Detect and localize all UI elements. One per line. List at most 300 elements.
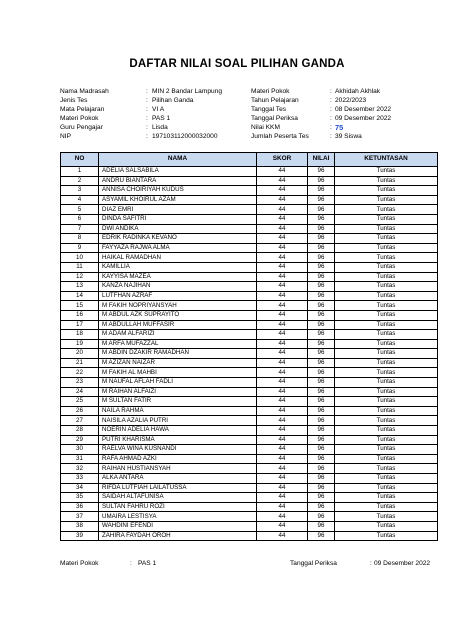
cell-no: 14 xyxy=(61,291,99,301)
table-row xyxy=(61,310,438,320)
cell-nilai: 96 xyxy=(308,320,335,330)
cell-skor: 44 xyxy=(257,253,308,263)
cell-nama: SULTAN FAHRU ROZI xyxy=(99,502,257,512)
cell-skor: 44 xyxy=(257,176,308,186)
info-label: Materi Pokok xyxy=(60,115,99,123)
cell-nilai: 96 xyxy=(308,464,335,474)
info-value: 39 Siswa xyxy=(335,133,362,141)
table-row xyxy=(61,435,438,445)
footer-colon: : xyxy=(130,560,132,567)
cell-no: 32 xyxy=(61,464,99,474)
cell-ketuntasan: Tuntas xyxy=(335,406,438,416)
cell-ketuntasan: Tuntas xyxy=(335,493,438,503)
cell-ketuntasan: Tuntas xyxy=(335,378,438,388)
cell-ketuntasan: Tuntas xyxy=(335,358,438,368)
cell-skor: 44 xyxy=(257,320,308,330)
info-right xyxy=(251,87,391,142)
cell-nilai: 96 xyxy=(308,493,335,503)
cell-skor: 44 xyxy=(257,483,308,493)
info-label: Tanggal Tes xyxy=(251,106,287,114)
table-row xyxy=(61,397,438,407)
cell-nama: M FAKIH NOPRIYANSYAH xyxy=(99,301,257,311)
cell-no: 34 xyxy=(61,483,99,493)
table-body xyxy=(61,167,438,541)
cell-no: 31 xyxy=(61,454,99,464)
cell-nama: LUTFHAN AZRAF xyxy=(99,291,257,301)
table-row xyxy=(61,378,438,388)
cell-skor: 44 xyxy=(257,195,308,205)
info-label: Jenis Tes xyxy=(60,97,88,105)
info-colon: : xyxy=(330,115,332,123)
cell-nilai: 96 xyxy=(308,282,335,292)
cell-ketuntasan: Tuntas xyxy=(335,387,438,397)
info-value: 197103112000032000 xyxy=(152,133,218,141)
info-row-tahun-pelajaran xyxy=(251,96,391,105)
cell-nilai: 96 xyxy=(308,234,335,244)
cell-skor: 44 xyxy=(257,426,308,436)
cell-skor: 44 xyxy=(257,272,308,282)
info-colon: : xyxy=(330,97,332,105)
header-ketuntasan: KETUNTASAN xyxy=(335,153,438,167)
cell-no: 28 xyxy=(61,426,99,436)
cell-nama: M ABDULLAH MUFFASIR xyxy=(99,320,257,330)
cell-ketuntasan: Tuntas xyxy=(335,474,438,484)
header-no: NO xyxy=(61,153,99,167)
cell-skor: 44 xyxy=(257,521,308,531)
info-label: Nilai KKM xyxy=(251,124,280,132)
cell-nilai: 96 xyxy=(308,349,335,359)
cell-no: 7 xyxy=(61,224,99,234)
cell-nama: ADELIA SALSABILA xyxy=(99,167,257,177)
cell-ketuntasan: Tuntas xyxy=(335,512,438,522)
table-row xyxy=(61,176,438,186)
table-row xyxy=(61,243,438,253)
info-colon: : xyxy=(146,124,148,132)
table-row xyxy=(61,416,438,426)
cell-ketuntasan: Tuntas xyxy=(335,282,438,292)
cell-ketuntasan: Tuntas xyxy=(335,454,438,464)
cell-skor: 44 xyxy=(257,301,308,311)
cell-nama: NAILA RAHMA xyxy=(99,406,257,416)
cell-no: 11 xyxy=(61,262,99,272)
cell-skor: 44 xyxy=(257,464,308,474)
cell-ketuntasan: Tuntas xyxy=(335,214,438,224)
cell-nilai: 96 xyxy=(308,426,335,436)
cell-nilai: 96 xyxy=(308,205,335,215)
cell-skor: 44 xyxy=(257,531,308,541)
table-row xyxy=(61,320,438,330)
cell-nilai: 96 xyxy=(308,521,335,531)
info-label: Materi Pokok xyxy=(251,88,290,95)
table-row xyxy=(61,387,438,397)
table-row xyxy=(61,493,438,503)
cell-ketuntasan: Tuntas xyxy=(335,291,438,301)
cell-nama: KANZA NAJIHAN xyxy=(99,282,257,292)
cell-skor: 44 xyxy=(257,205,308,215)
info-row-nip xyxy=(60,132,222,141)
cell-nilai: 96 xyxy=(308,454,335,464)
cell-ketuntasan: Tuntas xyxy=(335,426,438,436)
table-row xyxy=(61,454,438,464)
cell-no: 20 xyxy=(61,349,99,359)
cell-no: 1 xyxy=(61,167,99,177)
table-row xyxy=(61,224,438,234)
cell-skor: 44 xyxy=(257,186,308,196)
footer-colon: : xyxy=(370,560,372,567)
table-row xyxy=(61,253,438,263)
cell-nama: SAIDAH ALTAFUNISA xyxy=(99,493,257,503)
cell-nama: ASYAMIL KHOIRUL AZAM xyxy=(99,195,257,205)
cell-nilai: 96 xyxy=(308,531,335,541)
cell-skor: 44 xyxy=(257,349,308,359)
cell-skor: 44 xyxy=(257,435,308,445)
cell-nama: KAYYISA MAZEA xyxy=(99,272,257,282)
table-row xyxy=(61,205,438,215)
cell-skor: 44 xyxy=(257,378,308,388)
cell-nilai: 96 xyxy=(308,195,335,205)
cell-skor: 44 xyxy=(257,406,308,416)
cell-ketuntasan: Tuntas xyxy=(335,262,438,272)
cell-skor: 44 xyxy=(257,339,308,349)
cell-skor: 44 xyxy=(257,224,308,234)
cell-nilai: 96 xyxy=(308,358,335,368)
cell-nilai: 96 xyxy=(308,330,335,340)
cell-ketuntasan: Tuntas xyxy=(335,253,438,263)
table-row xyxy=(61,521,438,531)
cell-skor: 44 xyxy=(257,445,308,455)
cell-ketuntasan: Tuntas xyxy=(335,234,438,244)
info-row-materi-pokok xyxy=(251,87,391,96)
cell-nama: ANNISA CHOIRIYAH KUDUS xyxy=(99,186,257,196)
cell-no: 10 xyxy=(61,253,99,263)
cell-nilai: 96 xyxy=(308,406,335,416)
cell-ketuntasan: Tuntas xyxy=(335,243,438,253)
cell-no: 27 xyxy=(61,416,99,426)
cell-nama: ALKA ANTARA xyxy=(99,474,257,484)
cell-no: 8 xyxy=(61,234,99,244)
cell-nilai: 96 xyxy=(308,416,335,426)
cell-no: 23 xyxy=(61,378,99,388)
table-row xyxy=(61,368,438,378)
info-colon: : xyxy=(146,115,148,123)
cell-nilai: 96 xyxy=(308,483,335,493)
cell-ketuntasan: Tuntas xyxy=(335,186,438,196)
table-row xyxy=(61,531,438,541)
info-colon: : xyxy=(146,133,148,141)
info-value: PAS 1 xyxy=(152,115,171,123)
cell-no: 37 xyxy=(61,512,99,522)
info-colon: : xyxy=(146,88,148,95)
cell-nama: NOERIN ADELIA HAWA xyxy=(99,426,257,436)
table-row xyxy=(61,272,438,282)
cell-no: 33 xyxy=(61,474,99,484)
header-nama: NAMA xyxy=(99,153,257,167)
info-colon: : xyxy=(146,97,148,105)
info-value: Akhidah Akhlak xyxy=(335,88,381,95)
footer-label: Tanggal Periksa xyxy=(290,560,337,567)
cell-skor: 44 xyxy=(257,282,308,292)
cell-ketuntasan: Tuntas xyxy=(335,272,438,282)
cell-ketuntasan: Tuntas xyxy=(335,310,438,320)
cell-no: 25 xyxy=(61,397,99,407)
cell-nilai: 96 xyxy=(308,291,335,301)
cell-nama: RAELVA WINA KUSNANDI xyxy=(99,445,257,455)
info-colon: : xyxy=(330,106,332,114)
cell-ketuntasan: Tuntas xyxy=(335,205,438,215)
cell-nilai: 96 xyxy=(308,167,335,177)
cell-nilai: 96 xyxy=(308,339,335,349)
info-label: Jumlah Peserta Tes xyxy=(251,133,309,141)
cell-nama: RAFA AHMAD AZKI xyxy=(99,454,257,464)
info-colon: : xyxy=(330,133,332,141)
cell-skor: 44 xyxy=(257,416,308,426)
cell-skor: 44 xyxy=(257,234,308,244)
cell-no: 39 xyxy=(61,531,99,541)
cell-skor: 44 xyxy=(257,214,308,224)
info-label: Nama Madrasah xyxy=(60,88,109,95)
cell-no: 38 xyxy=(61,521,99,531)
cell-nilai: 96 xyxy=(308,186,335,196)
cell-no: 26 xyxy=(61,406,99,416)
table-row xyxy=(61,282,438,292)
cell-nilai: 96 xyxy=(308,176,335,186)
table-row xyxy=(61,483,438,493)
cell-nilai: 96 xyxy=(308,368,335,378)
cell-ketuntasan: Tuntas xyxy=(335,464,438,474)
info-label: Tanggal Periksa xyxy=(251,115,298,123)
cell-nilai: 96 xyxy=(308,310,335,320)
cell-nama: NAISILA AZALIA PUTRI xyxy=(99,416,257,426)
cell-no: 12 xyxy=(61,272,99,282)
cell-nilai: 96 xyxy=(308,502,335,512)
cell-ketuntasan: Tuntas xyxy=(335,502,438,512)
info-value: Pilihan Ganda xyxy=(152,97,194,105)
cell-no: 3 xyxy=(61,186,99,196)
cell-nama: M SULTAN FATIR xyxy=(99,397,257,407)
table-row xyxy=(61,502,438,512)
cell-nama: KAMILLIA xyxy=(99,262,257,272)
cell-nama: DINDA SAFITRI xyxy=(99,214,257,224)
cell-nama: M FAKIH AL MAHBI xyxy=(99,368,257,378)
info-label: Mata Pelajaran xyxy=(60,106,105,114)
cell-ketuntasan: Tuntas xyxy=(335,301,438,311)
cell-ketuntasan: Tuntas xyxy=(335,368,438,378)
cell-skor: 44 xyxy=(257,454,308,464)
cell-no: 24 xyxy=(61,387,99,397)
table-row xyxy=(61,186,438,196)
cell-nilai: 96 xyxy=(308,262,335,272)
cell-nilai: 96 xyxy=(308,214,335,224)
table-row xyxy=(61,406,438,416)
cell-nama: RIFDA LUTFIAH LAILATUSSA xyxy=(99,483,257,493)
cell-skor: 44 xyxy=(257,330,308,340)
cell-skor: 44 xyxy=(257,474,308,484)
cell-nama: UMAIRA LESTISYA xyxy=(99,512,257,522)
cell-nama: ANDRU BIANTARA xyxy=(99,176,257,186)
cell-ketuntasan: Tuntas xyxy=(335,339,438,349)
cell-nilai: 96 xyxy=(308,301,335,311)
cell-nilai: 96 xyxy=(308,512,335,522)
cell-nilai: 96 xyxy=(308,243,335,253)
footer-value: PAS 1 xyxy=(138,560,157,567)
cell-ketuntasan: Tuntas xyxy=(335,349,438,359)
cell-ketuntasan: Tuntas xyxy=(335,435,438,445)
table-row xyxy=(61,234,438,244)
cell-ketuntasan: Tuntas xyxy=(335,195,438,205)
cell-skor: 44 xyxy=(257,262,308,272)
cell-nama: M RAIHAN ALFAIZI xyxy=(99,387,257,397)
cell-nilai: 96 xyxy=(308,474,335,484)
info-row-nilai-kkm xyxy=(251,123,391,132)
cell-nilai: 96 xyxy=(308,378,335,388)
table-row xyxy=(61,474,438,484)
cell-ketuntasan: Tuntas xyxy=(335,521,438,531)
cell-skor: 44 xyxy=(257,397,308,407)
kkm-value: 75 xyxy=(335,123,344,133)
table-row xyxy=(61,301,438,311)
header-nilai: NILAI xyxy=(308,153,335,167)
cell-nama: M ABDIN DZAKIR RAMADHAN xyxy=(99,349,257,359)
cell-skor: 44 xyxy=(257,243,308,253)
cell-nama: ZAHIRA FAYDAH OROH xyxy=(99,531,257,541)
cell-ketuntasan: Tuntas xyxy=(335,416,438,426)
header-skor: SKOR xyxy=(257,153,308,167)
grades-table xyxy=(60,152,438,541)
info-label: Guru Pengajar xyxy=(60,124,103,132)
cell-no: 36 xyxy=(61,502,99,512)
footer-label: Materi Pokok xyxy=(60,560,99,567)
cell-nama: EDRIK RADINKA KEVANO xyxy=(99,234,257,244)
info-row-jenis-tes xyxy=(60,96,222,105)
cell-nilai: 96 xyxy=(308,224,335,234)
cell-no: 9 xyxy=(61,243,99,253)
table-row xyxy=(61,358,438,368)
cell-nama: RAIHAN HUSTIANSYAH xyxy=(99,464,257,474)
cell-nama: PUTRI KHARISMA xyxy=(99,435,257,445)
info-label: NIP xyxy=(60,133,71,141)
info-colon: : xyxy=(146,106,148,114)
cell-skor: 44 xyxy=(257,167,308,177)
page-title: DAFTAR NILAI SOAL PILIHAN GANDA xyxy=(129,58,345,70)
cell-nama: FAYYAZA RAJWA ALMA xyxy=(99,243,257,253)
cell-no: 30 xyxy=(61,445,99,455)
cell-no: 21 xyxy=(61,358,99,368)
table-row xyxy=(61,167,438,177)
cell-no: 13 xyxy=(61,282,99,292)
table-row xyxy=(61,464,438,474)
cell-skor: 44 xyxy=(257,310,308,320)
cell-no: 15 xyxy=(61,301,99,311)
cell-skor: 44 xyxy=(257,368,308,378)
cell-nilai: 96 xyxy=(308,397,335,407)
info-value: 08 Desember 2022 xyxy=(335,106,392,114)
cell-no: 6 xyxy=(61,214,99,224)
cell-nilai: 96 xyxy=(308,445,335,455)
cell-no: 4 xyxy=(61,195,99,205)
cell-nama: M NAUFAL AFLAH FADLI xyxy=(99,378,257,388)
info-row-mata-pelajaran xyxy=(60,105,222,114)
footer-tanggal-periksa xyxy=(290,560,430,567)
cell-no: 18 xyxy=(61,330,99,340)
cell-ketuntasan: Tuntas xyxy=(335,483,438,493)
table-row xyxy=(61,291,438,301)
cell-nama: HAIKAL RAMADHAN xyxy=(99,253,257,263)
info-value: VI A xyxy=(152,106,165,114)
cell-ketuntasan: Tuntas xyxy=(335,531,438,541)
table-row xyxy=(61,349,438,359)
cell-nama: M AZIZAN NAIZAR xyxy=(99,358,257,368)
table-row xyxy=(61,195,438,205)
info-value: 2022/2023 xyxy=(335,97,367,105)
cell-nama: M ARFA MUFAZZAL xyxy=(99,339,257,349)
cell-no: 2 xyxy=(61,176,99,186)
cell-nilai: 96 xyxy=(308,253,335,263)
table-row xyxy=(61,512,438,522)
info-value: MIN 2 Bandar Lampung xyxy=(152,88,223,95)
table-row xyxy=(61,214,438,224)
info-left xyxy=(60,87,222,142)
cell-skor: 44 xyxy=(257,358,308,368)
cell-nama: M ADAM ALFARIZI xyxy=(99,330,257,340)
cell-nama: M ABDUL AZK SUPRAYITO xyxy=(99,310,257,320)
info-row-materi-pokok xyxy=(60,114,222,123)
footer-value: 09 Desember 2022 xyxy=(374,560,431,567)
info-row-tanggal-tes xyxy=(251,105,391,114)
info-row-tanggal-periksa xyxy=(251,114,391,123)
table-row xyxy=(61,330,438,340)
cell-ketuntasan: Tuntas xyxy=(335,224,438,234)
table-row xyxy=(61,426,438,436)
info-row-guru-pengajar xyxy=(60,123,222,132)
cell-ketuntasan: Tuntas xyxy=(335,397,438,407)
cell-no: 16 xyxy=(61,310,99,320)
cell-nilai: 96 xyxy=(308,387,335,397)
table-row xyxy=(61,339,438,349)
cell-nilai: 96 xyxy=(308,272,335,282)
cell-no: 17 xyxy=(61,320,99,330)
cell-ketuntasan: Tuntas xyxy=(335,167,438,177)
table-row xyxy=(61,445,438,455)
cell-ketuntasan: Tuntas xyxy=(335,330,438,340)
info-colon: : xyxy=(330,88,332,95)
info-value: 09 Desember 2022 xyxy=(335,115,392,123)
cell-no: 35 xyxy=(61,493,99,503)
info-colon: : xyxy=(330,124,332,132)
cell-skor: 44 xyxy=(257,387,308,397)
cell-nilai: 96 xyxy=(308,435,335,445)
cell-no: 5 xyxy=(61,205,99,215)
cell-nama: WAHDINI EFENDI xyxy=(99,521,257,531)
cell-skor: 44 xyxy=(257,493,308,503)
cell-no: 29 xyxy=(61,435,99,445)
cell-skor: 44 xyxy=(257,512,308,522)
cell-nama: DIAZ EMRI xyxy=(99,205,257,215)
cell-no: 22 xyxy=(61,368,99,378)
cell-ketuntasan: Tuntas xyxy=(335,320,438,330)
cell-ketuntasan: Tuntas xyxy=(335,445,438,455)
table-header-row xyxy=(61,153,438,167)
info-row-jumlah-peserta xyxy=(251,132,391,141)
info-label: Tahun Pelajaran xyxy=(251,97,299,105)
table-row xyxy=(61,262,438,272)
cell-skor: 44 xyxy=(257,291,308,301)
cell-ketuntasan: Tuntas xyxy=(335,176,438,186)
cell-skor: 44 xyxy=(257,502,308,512)
cell-no: 19 xyxy=(61,339,99,349)
info-row-nama-madrasah xyxy=(60,87,222,96)
cell-nama: DWI ANDIKA xyxy=(99,224,257,234)
footer-materi-pokok xyxy=(60,560,156,567)
